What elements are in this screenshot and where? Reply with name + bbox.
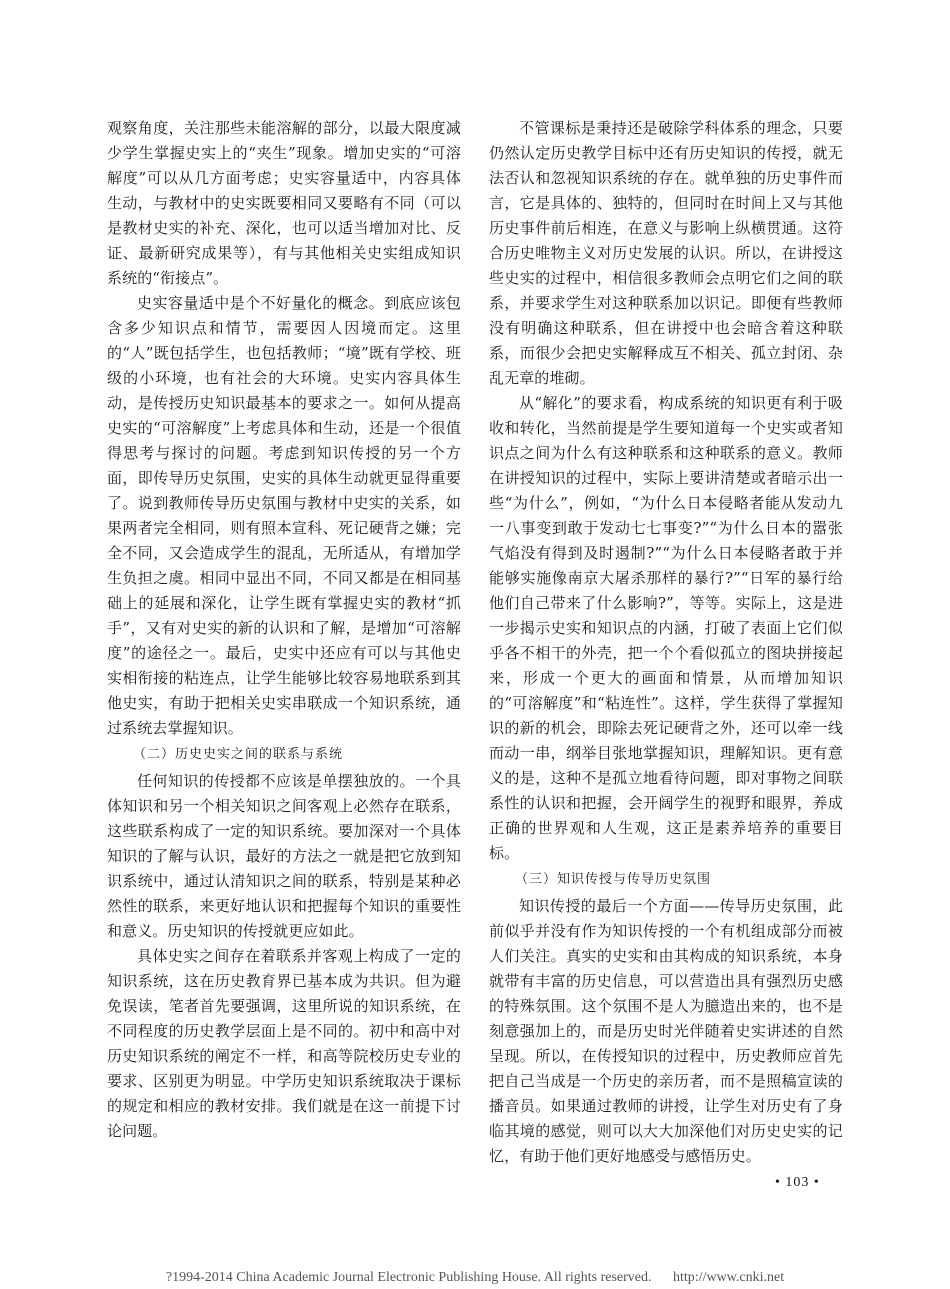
page-number: • 103 • — [775, 1175, 820, 1190]
section-heading: （二）历史史实之间的联系与系统 — [133, 747, 344, 762]
copyright-notice: ?1994-2014 China Academic Journal Electronic Publishing House. All rights reserved. — [165, 1270, 652, 1285]
section-heading: （三）知识传授与传导历史氛围 — [515, 872, 712, 887]
footer-link[interactable]: http://www.cnki.net — [673, 1270, 785, 1285]
paragraph: 史实容量适中是个不好量化的概念。到底应该包含多少知识点和情节，需要因人因境而定。这里的“人”既包括学生，也包括教师；“境”既有学校、班级的小环境，也有社会的大环境。史实内容具体生动，是传授历史知识最基本的要求之一。如何从提高史实的“可溶解度”上考虑具体和生动，还是一个很值得思考与探讨的问题。考虑到知识传授的另一个方面，即传导历史氛围，史实的具体生动就更显得重要了。说到教师传导历史氛围与教材中史实的关系，如果两者完全相同，则有照本宣科、死记硬背之嫌；完全不同，又会造成学生的混乱，无所适从，有增加学生负担之虞。相同中显出不同，不同又都是在相同基础上的延展和深化，让学生既有掌握史实的教材“抓手”，又有对史实的新的认识和了解，是增加“可溶解度”的途径之一。最后，史实中还应有可以与其他史实相衔接的粘连点，让学生能够比较容易地联系到其他史实，有助于把相关史实串联成一个知识系统，通过系统去掌握知识。 — [107, 294, 461, 737]
paragraph: 从“解化”的要求看，构成系统的知识更有利于吸收和转化，当然前提是学生要知道每一个史实或者知识点之间为什么有这种联系和这种联系的意义。教师在讲授知识的过程中，实际上要讲清楚或者暗示出一些“为什么”，例如，“为什么日本侵略者能从发动九一八事变到敢于发动七七事变?”“为什么日本的嚣张气焰没有得到及时遏制?”“为什么日本侵略者敢于并能够实施像南京大屠杀那样的暴行?”“日军的暴行给他们自己带来了什么影响?”，等等。实际上，这是进一步揭示史实和知识点的内涵，打破了表面上它们似乎各不相干的外壳，把一个个看似孤立的图块拼接起来，形成一个更大的画面和情景，从而增加知识的“可溶解度”和“粘连性”。这样，学生获得了掌握知识的新的机会，即除去死记硬背之外，还可以牵一线而动一串，纲举目张地掌握知识，理解知识。更有意义的是，这种不是孤立地看待问题，即对事物之间联系性的认识和把握，会开阔学生的视野和眼界，养成正确的世界观和人生观，这正是素养培养的重要目标。 — [489, 394, 843, 862]
left-column — [107, 116, 461, 1144]
footer — [0, 1270, 950, 1286]
paragraph: 不管课标是秉持还是破除学科体系的理念，只要仍然认定历史教学目标中还有历史知识的传授，就无法否认和忽视知识系统的存在。就单独的历史事件而言，它是具体的、独特的，但同时在时间上又与其他历史事件前后相连，在意义与影响上纵横贯通。这符合历史唯物主义对历史发展的认识。所以，在讲授这些史实的过程中，相信很多教师会点明它们之间的联系，并要求学生对这种联系加以识记。即便有些教师没有明确这种联系，但在讲授中也会暗含着这种联系，而很少会把史实解释成互不相关、孤立封闭、杂乱无章的堆砌。 — [489, 119, 843, 387]
paragraph: 任何知识的传授都不应该是单摆独放的。一个具体知识和另一个相关知识之间客观上必然存在联系，这些联系构成了一定的知识系统。要加深对一个具体知识的了解与认识，最好的方法之一就是把它放到知识系统中，通过认清知识之间的联系，特别是某种必然性的联系，来更好地认识和把握每个知识的重要性和意义。历史知识的传授就更应如此。 — [107, 772, 461, 940]
paragraph: 知识传授的最后一个方面——传导历史氛围，此前似乎并没有作为知识传授的一个有机组成部分而被人们关注。真实的史实和由其构成的知识系统，本身就带有丰富的历史信息，可以营造出具有强烈历史感的特殊氛围。这个氛围不是人为臆造出来的，也不是刻意强加上的，而是历史时光伴随着史实讲述的自然呈现。所以，在传授知识的过程中，历史教师应首先把自己当成是一个历史的亲历者，而不是照稿宣读的播音员。如果通过教师的讲授，让学生对历史有了身临其境的感觉，则可以大大加深他们对历史史实的记忆，有助于他们更好地感受与感悟历史。 — [489, 897, 843, 1165]
right-column — [489, 116, 843, 1169]
paragraph: 观察角度，关注那些未能溶解的部分，以最大限度减少学生掌握史实上的“夹生”现象。增加史实的“可溶解度”可以从几方面考虑；史实容量适中，内容具体生动，与教材中的史实既要相同又要略有不同（可以是教材史实的补充、深化，也可以适当增加对比、反证、最新研究成果等），有与其他相关史实组成知识系统的“衔接点”。 — [107, 119, 461, 287]
paragraph: 具体史实之间存在着联系并客观上构成了一定的知识系统，这在历史教育界已基本成为共识。但为避免误读，笔者首先要强调，这里所说的知识系统，在不同程度的历史教学层面上是不同的。初中和高中对历史知识系统的阐定不一样，和高等院校历史专业的要求、区别更为明显。中学历史知识系统取决于课标的规定和相应的教材安排。我们就是在这一前提下讨论问题。 — [107, 947, 461, 1140]
